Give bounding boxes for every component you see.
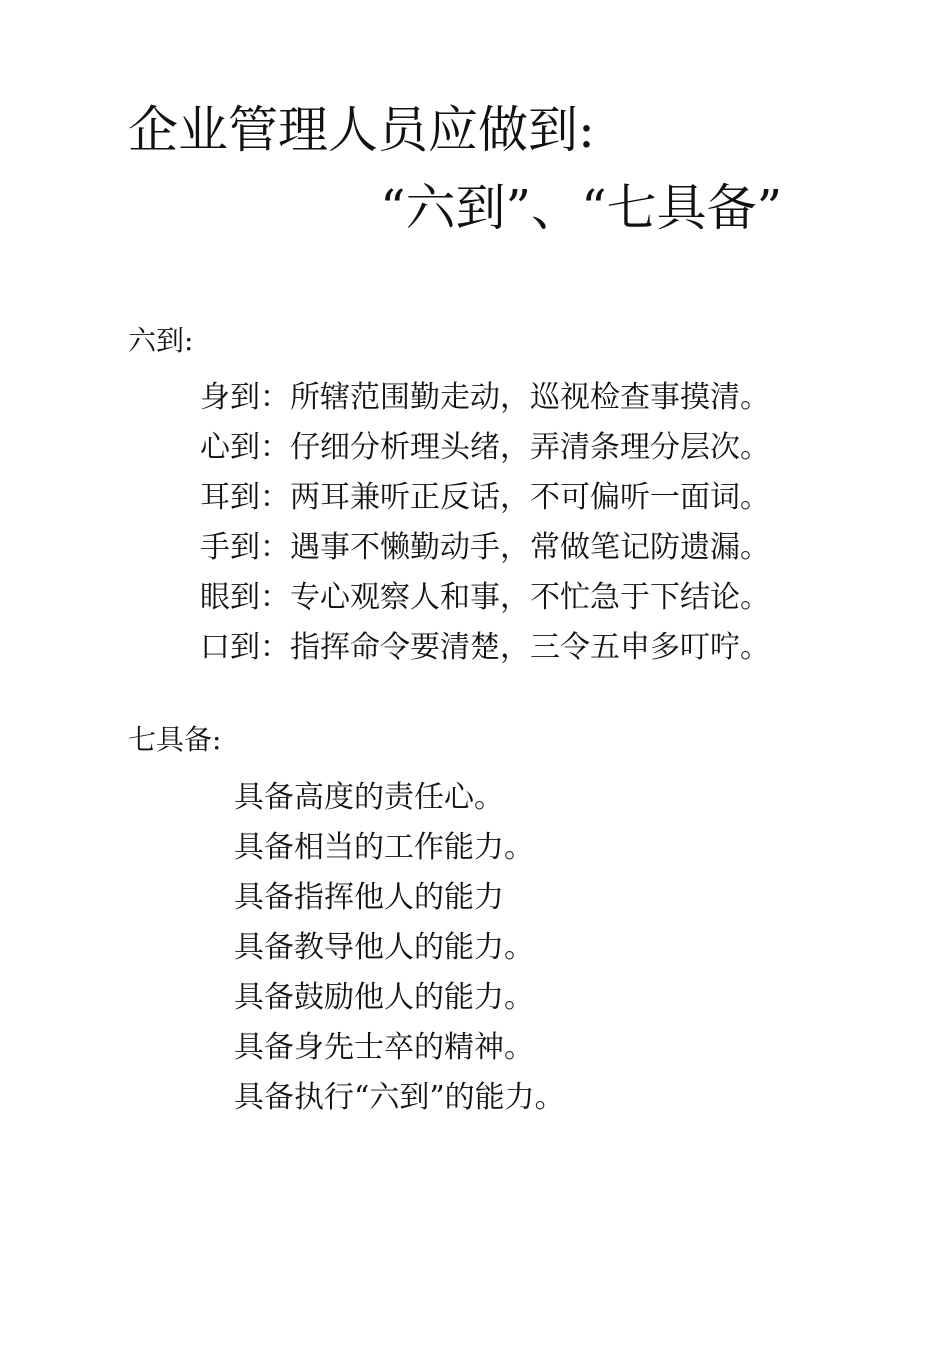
seven-item: 具备指挥他人的能力	[234, 880, 504, 915]
six-section-heading: 六到:	[128, 324, 194, 357]
six-item	[200, 523, 770, 573]
six-item-label: 耳到：	[200, 480, 290, 515]
seven-section-heading: 七具备:	[128, 723, 222, 756]
six-item	[200, 473, 770, 523]
six-item-label: 手到：	[200, 530, 290, 565]
six-item-text: 专心观察人和事，不忙急于下结论。	[290, 580, 770, 615]
seven-list	[234, 773, 565, 1123]
six-item-label: 眼到：	[200, 580, 290, 615]
page-title: 企业管理人员应做到:	[128, 101, 595, 159]
six-item-text: 两耳兼听正反话，不可偏听一面词。	[290, 480, 770, 515]
seven-item: 具备教导他人的能力。	[234, 930, 534, 965]
six-item-text: 所辖范围勤走动，巡视检查事摸清。	[290, 380, 770, 415]
seven-item: 具备执行“六到”的能力。	[234, 1080, 565, 1115]
six-item-text: 仔细分析理头绪，弄清条理分层次。	[290, 430, 770, 465]
seven-item: 具备高度的责任心。	[234, 780, 504, 815]
seven-item: 具备相当的工作能力。	[234, 830, 534, 865]
six-item	[200, 623, 770, 673]
six-item-label: 心到：	[200, 430, 290, 465]
six-item	[200, 373, 770, 423]
six-item	[200, 423, 770, 473]
seven-item: 具备身先士卒的精神。	[234, 1030, 534, 1065]
six-item	[200, 573, 770, 623]
six-item-label: 口到：	[200, 630, 290, 665]
six-item-text: 指挥命令要清楚，三令五申多叮咛。	[290, 630, 770, 665]
six-item-text: 遇事不懒勤动手，常做笔记防遗漏。	[290, 530, 770, 565]
seven-item: 具备鼓励他人的能力。	[234, 980, 534, 1015]
six-list	[200, 373, 770, 673]
page-subtitle: “六到”、“七具备”	[380, 179, 783, 237]
six-item-label: 身到：	[200, 380, 290, 415]
